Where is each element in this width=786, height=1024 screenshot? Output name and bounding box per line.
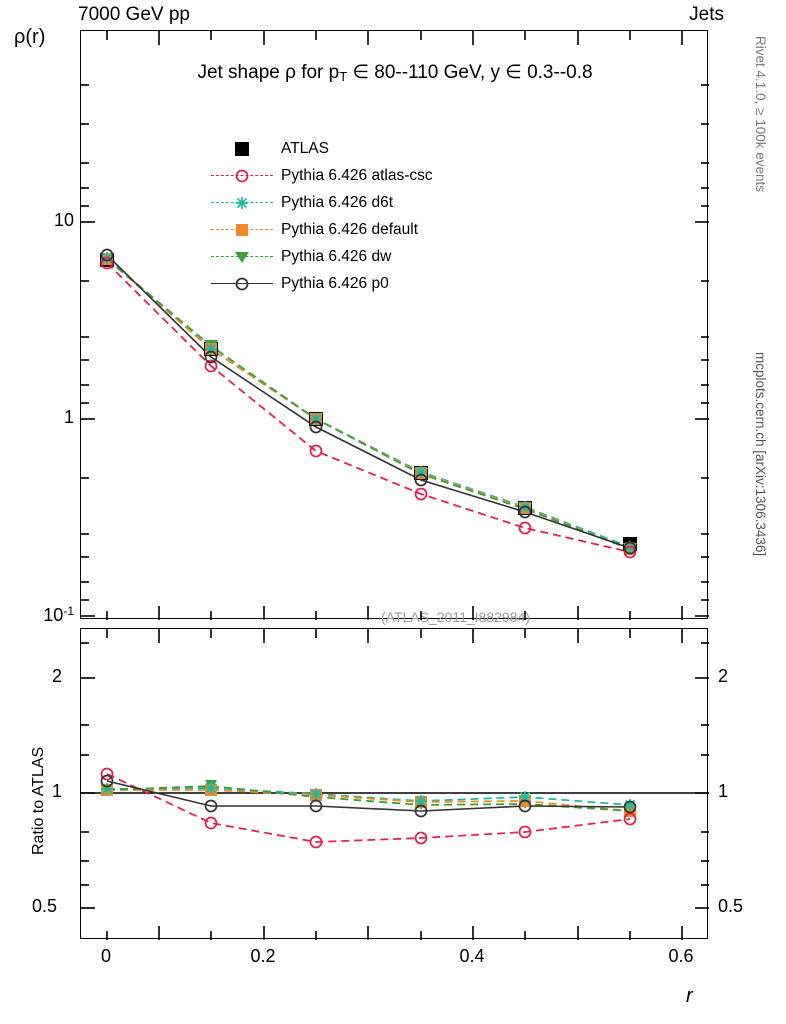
rivet-version-label: Rivet 4.1.0, ≥ 100k events (753, 36, 768, 192)
ratio-plot-panel (80, 628, 708, 939)
mcplots-arxiv-label: mcplots.cern.ch [arXiv:1306.3436] (753, 352, 768, 557)
main-plot-curves (81, 31, 709, 620)
y-tick-ratio-05-right: 0.5 (718, 896, 744, 916)
y-tick-main-0.1: $10^{-1}$ (43, 604, 74, 625)
x-axis-label: r (686, 985, 693, 1007)
legend-label: Pythia 6.426 default (281, 220, 419, 238)
y-tick-ratio-1-right: 1 (718, 781, 729, 801)
header-analysis-label: Jets (689, 4, 724, 25)
y-tick-ratio-2-right: 2 (718, 666, 729, 686)
legend-label: Pythia 6.426 p0 (281, 274, 389, 292)
x-tick-0: 0 (100, 946, 111, 966)
x-tick-0.2: 0.2 (250, 946, 276, 966)
y-axis-label-ratio: Ratio to ATLAS (30, 746, 47, 855)
y-axis-label-main: ρ(r) (14, 26, 46, 48)
ratio-plot-curves (81, 629, 709, 940)
legend-label: ATLAS (281, 139, 329, 157)
y-tick-main-1: 1 (63, 407, 74, 427)
y-tick-ratio-05-left: 0.5 (32, 896, 58, 916)
y-tick-main-10: 10 (53, 210, 74, 230)
y-tick-ratio-1-left: 1 (52, 781, 63, 801)
x-tick-0.6: 0.6 (668, 946, 694, 966)
header-energy-label: 7000 GeV pp (78, 4, 190, 25)
x-tick-0.4: 0.4 (459, 946, 485, 966)
legend-label: Pythia 6.426 dw (281, 247, 392, 265)
y-tick-ratio-2-left: 2 (52, 666, 63, 686)
analysis-id-watermark: (ATLAS_2011_I882984) (381, 609, 530, 625)
plot-title: Jet shape ρ for $p_T$ ∈ 80--110 GeV, y ∈ 0.3--0.8 (197, 62, 593, 84)
legend-label: Pythia 6.426 d6t (281, 193, 394, 211)
legend-label: Pythia 6.426 atlas-csc (281, 166, 433, 184)
main-plot-panel (80, 30, 708, 625)
